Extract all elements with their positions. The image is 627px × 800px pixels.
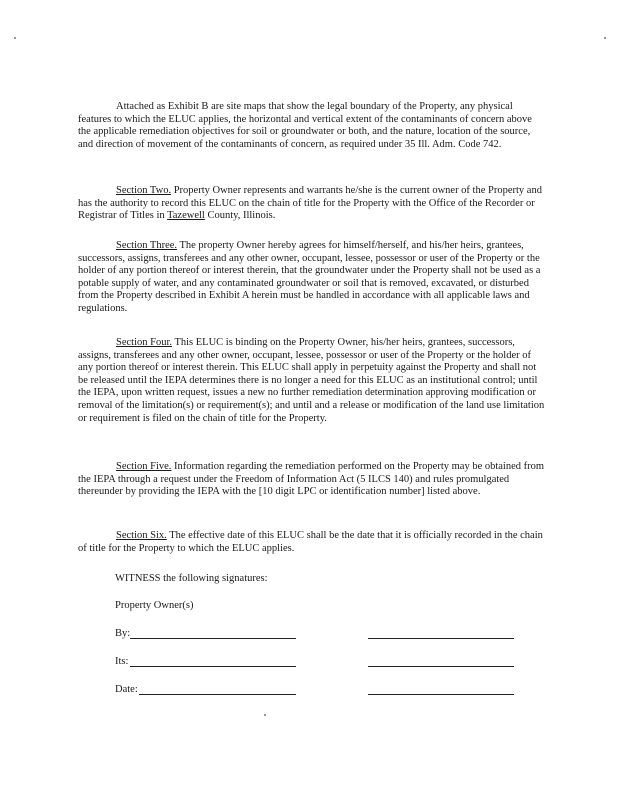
section-two-text-b: County, Illinois.: [204, 210, 276, 222]
second-signature-line: [368, 638, 514, 639]
its-label: Its:: [115, 656, 129, 667]
section-six-text: The effective date of this ELUC shall be the date that it is officially recorded in the chain of title for the Property to which the ELUC applies.: [78, 530, 543, 554]
section-three-title: Section Three.: [116, 240, 178, 251]
section-two-text-a: Property Owner represents and warrants he/she is the current owner of the Property and has the authority to record this ELUC on the chain of title for the Property with the Office of the Recorder or Registrar of Titles in: [78, 185, 542, 222]
section-two-county: Tazewell: [167, 210, 205, 222]
scan-speck: [604, 37, 606, 39]
paragraph-exhibit-b: [78, 101, 546, 151]
section-six: [78, 530, 546, 555]
scan-speck: [264, 714, 266, 716]
section-three: [78, 240, 546, 316]
scan-speck: [14, 37, 16, 39]
section-five-title: Section Five.: [116, 461, 172, 472]
section-four-title: Section Four.: [116, 337, 173, 348]
by-label: By:: [115, 628, 131, 639]
paragraph-exhibit-b-text: Attached as Exhibit B are site maps that show the legal boundary of the Property, any physical features to which the ELUC applies, the horizontal and vertical extent of the contaminants of concern above the applicable remediation objectives for soil or groundwater or both, and the nature, location of the source, and direction of movement of the contaminants of concern, as required under 35 Ill. Adm. Code 742.: [78, 101, 532, 150]
section-six-title: Section Six.: [116, 530, 167, 541]
by-signature-line: [130, 638, 296, 639]
section-four-text: This ELUC is binding on the Property Owner, his/her heirs, grantees, successors, assigns, transferees and any other owner, occupant, lessee, possessor or user of the Property or the holder of any portion thereof or interest therein. This ELUC shall apply in perpetuity against the Property and shall not be released until the IEPA determines there is no longer a need for this ELUC as an institutional control; until the IEPA, upon written request, issues a new no further remediation determination approving modification or removal of the limitation(s) or requirement(s); and until and a release or modification of the land use limitation or requirement is filed on the chain of title for the Property.: [78, 337, 545, 424]
section-four: [78, 337, 546, 425]
second-its-signature-line: [368, 666, 514, 667]
section-three-text: The property Owner hereby agrees for himself/herself, and his/her heirs, grantees, successors, assigns, transferees and any other owner, occupant, lessee, possessor or user of the Property or the holder of any portion thereof or interest therein, that the groundwater under the Property shall not be used as a potable supply of water, and any contaminated groundwater or soil that is removed, excavated, or disturbed from the Property described in Exhibit A herein must be handled in accordance with all applicable laws and regulations.: [78, 240, 541, 314]
property-owner-label: Property Owner(s): [115, 600, 194, 611]
date-label: Date:: [115, 684, 138, 695]
section-two: [78, 185, 546, 223]
section-five: [78, 461, 546, 499]
second-date-signature-line: [368, 694, 514, 695]
its-signature-line: [130, 666, 296, 667]
date-signature-line: [139, 694, 296, 695]
section-two-title: Section Two.: [116, 185, 172, 196]
section-five-text: Information regarding the remediation performed on the Property may be obtained from the IEPA through a request under the Freedom of Information Act (5 ILCS 140) and rules promulgated thereunder by providing the IEPA with the [10 digit LPC or identification number] listed above.: [78, 461, 545, 498]
witness-line: WITNESS the following signatures:: [115, 573, 268, 584]
